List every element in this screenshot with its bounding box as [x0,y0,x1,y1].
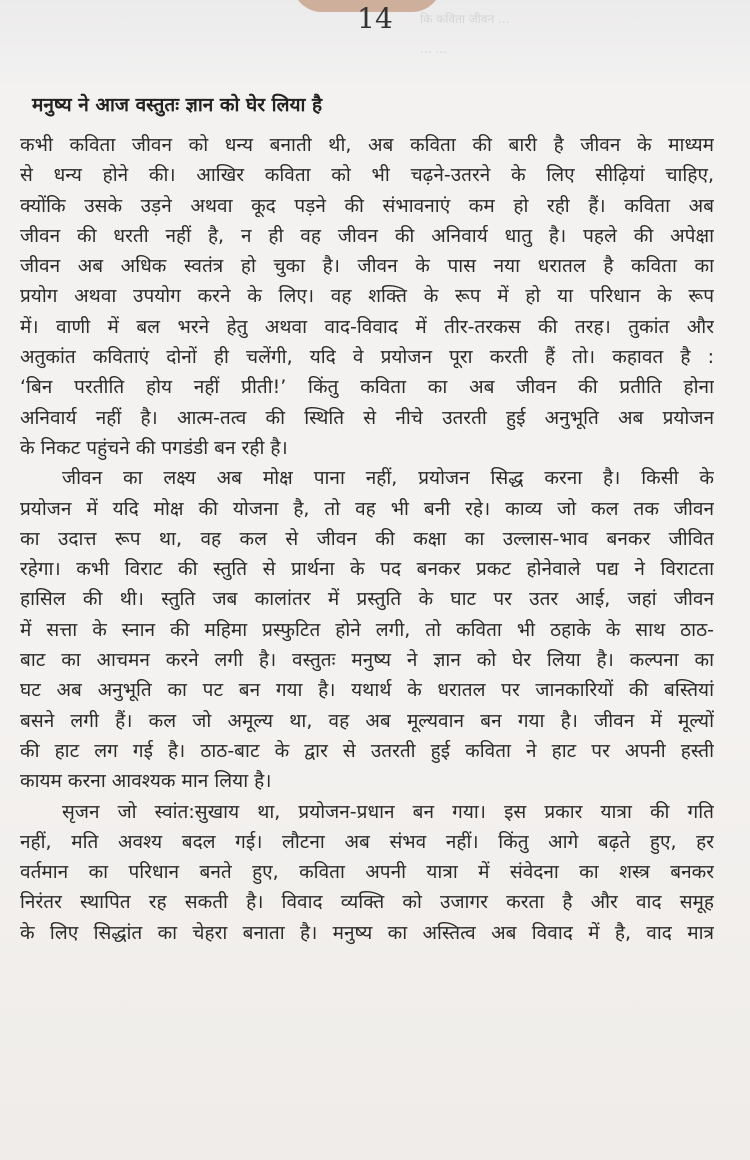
text-line: नहीं, मति अवश्य बदल गई। लौटना अब संभव नहीं। किंतु आगे बढ़ते हुए, हर [20,830,714,853]
text-line: ‘बिन परतीति होय नहीं प्रीती!’ किंतु कविता का अब जीवन की प्रतीति होना [20,376,714,399]
body-text [20,130,714,948]
text-line: कायम करना आवश्यक मान लिया है। [20,770,272,793]
text-line: घट अब अनुभूति का पट बन गया है। यथार्थ के धरातल पर जानकारियों की बस्तियां [20,679,714,702]
text-line: में सत्ता के स्नान की महिमा प्रस्फुटित होने लगी, तो कविता भी ठहाके के साथ ठाठ- [20,618,714,641]
text-line: प्रयोजन में यदि मोक्ष की योजना है, तो वह भी बनी रहे। काव्य जो कल तक जीवन [20,497,714,520]
text-line: वर्तमान का परिधान बनते हुए, कविता अपनी यात्रा में संवेदना का शस्त्र बनकर [20,861,714,884]
text-line: की हाट लग गई है। ठाठ-बाट के द्वार से उतरती हुई कविता ने हाट पर अपनी हस्ती [20,739,714,762]
text-line: का उदात्त रूप था, वह कल से जीवन की कक्षा का उल्लास-भाव बनकर जीवित [20,527,714,550]
text-line: निरंतर स्थापित रह सकती है। विवाद व्यक्ति को उजागर करता है और वाद समूह [20,891,714,914]
text-line: से धन्य होने की। आखिर कविता को भी चढ़ने-उतरने के लिए सीढ़ियां चाहिए, [20,164,714,187]
page-number: 14 [357,2,393,35]
text-line: जीवन की धरती नहीं है, न ही वह जीवन की अनिवार्य धातु है। पहले की अपेक्षा [20,224,714,247]
text-line: क्योंकि उसके उड़ने अथवा कूद पड़ने की संभावनाएं कम हो रही हैं। कविता अब [20,194,714,217]
text-line: बसने लगी हैं। कल जो अमूल्य था, वह अब मूल्यवान बन गया है। जीवन में मूल्यों [20,709,714,732]
text-line: के लिए सिद्धांत का चेहरा बनाता है। मनुष्य का अस्तित्व अब विवाद में है, वाद मात्र [20,921,714,944]
text-line: रहेगा। कभी विराट की स्तुति से प्रार्थना के पद बनकर प्रकट होनेवाले पद्य ने विराटता [20,558,714,581]
text-line: में। वाणी में बल भरने हेतु अथवा वाद-विवाद में तीर-तरकस की तरह। तुकांत और [20,315,714,338]
section-heading: मनुष्य ने आज वस्तुतः ज्ञान को घेर लिया है [32,94,323,116]
text-line: जीवन का लक्ष्य अब मोक्ष पाना नहीं, प्रयोजन सिद्ध करना है। किसी के [62,467,714,490]
text-line: सृजन जो स्वांत:सुखाय था, प्रयोजन-प्रधान बन गया। इस प्रकार यात्रा की गति [62,800,714,823]
text-line: के निकट पहुंचने की पगडंडी बन रही है। [20,436,288,459]
text-line: जीवन अब अधिक स्वतंत्र हो चुका है। जीवन के पास नया धरातल है कविता का [20,255,714,278]
text-line: अनिवार्य नहीं है। आत्म-तत्व की स्थिति से नीचे उतरती हुई अनुभूति अब प्रयोजन [20,406,714,429]
text-line: कभी कविता जीवन को धन्य बनाती थी, अब कविता की बारी है जीवन के माध्यम [20,134,714,156]
text-line: अतुकांत कविताएं दोनों ही चलेंगी, यदि वे प्रयोजन पूरा करती हैं तो। कहावत है : [20,346,714,369]
bleed-through-text: कि कविता जीवन ... ... ... [420,12,510,56]
text-line: प्रयोग अथवा उपयोग करने के लिए। वह शक्ति के रूप में हो या परिधान के रूप [20,285,714,308]
text-line: हासिल की थी। स्तुति जब कालांतर में प्रस्तुति के घाट पर उतर आई, जहां जीवन [20,588,714,611]
text-line: बाट का आचमन करने लगी है। वस्तुतः मनुष्य ने ज्ञान को घेर लिया है। कल्पना का [20,649,714,672]
